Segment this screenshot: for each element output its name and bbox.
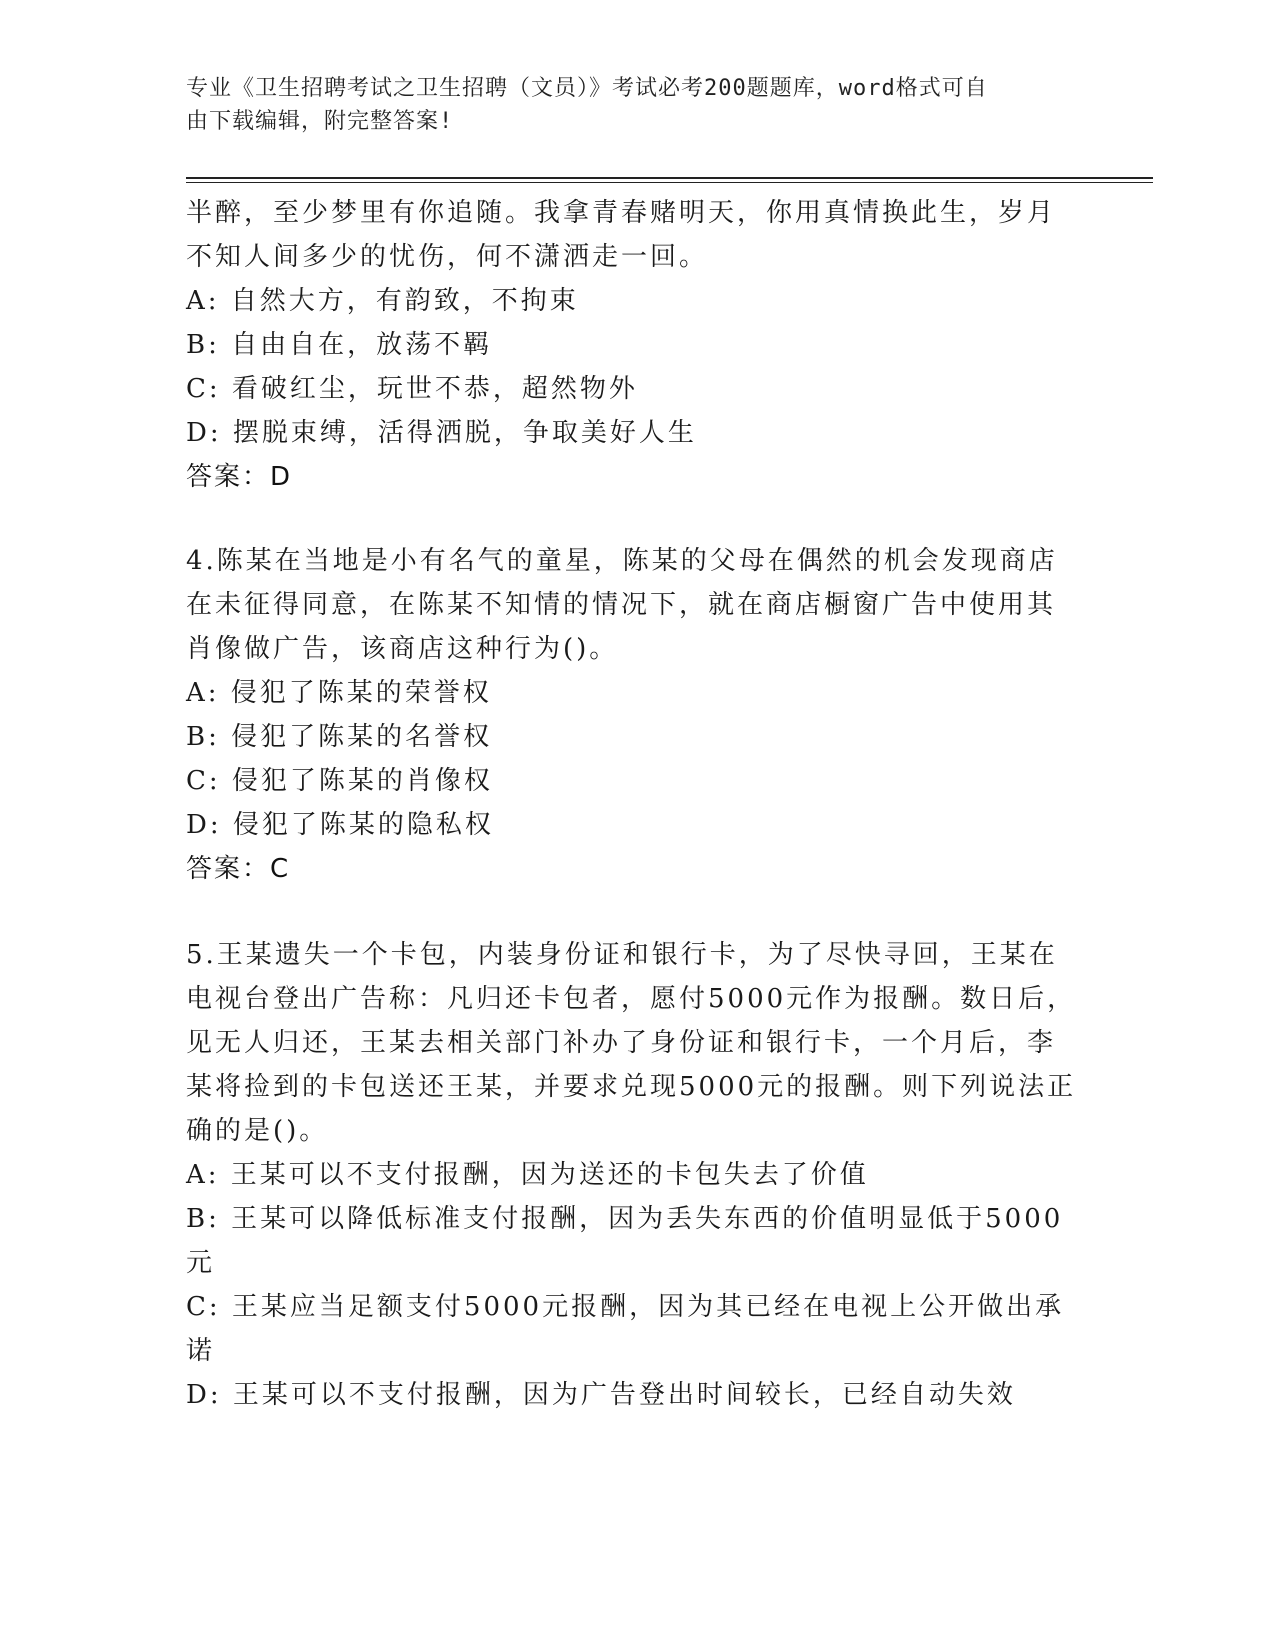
q5-stem-line-3: 见无人归还，王某去相关部门补办了身份证和银行卡，一个月后，李 (186, 1028, 1057, 1058)
q5-option-c-line-2: 诺 (186, 1336, 216, 1366)
q3-stem-line-2: 不知人间多少的忧伤，何不潇洒走一回。 (186, 242, 709, 272)
q3-option-d: D: 摆脱束缚，活得洒脱，争取美好人生 (186, 418, 697, 448)
q5-stem-line-5: 确的是()。 (186, 1116, 329, 1146)
q3-answer: 答案：D (186, 462, 293, 492)
q4-option-d: D: 侵犯了陈某的隐私权 (186, 810, 494, 840)
q4-stem-line-2: 在未征得同意，在陈某不知情的情况下，就在商店橱窗广告中使用其 (186, 590, 1057, 620)
q5-stem-line-4: 某将捡到的卡包送还王某，并要求兑现5000元的报酬。则下列说法正 (186, 1072, 1077, 1102)
q3-option-b: B: 自由自在，放荡不羁 (186, 330, 493, 360)
q4-answer: 答案：C (186, 854, 291, 884)
header-divider-thin (186, 182, 1153, 183)
q3-option-c: C: 看破红尘，玩世不恭，超然物外 (186, 374, 638, 404)
q4-stem-line-1: 4.陈某在当地是小有名气的童星，陈某的父母在偶然的机会发现商店 (186, 546, 1058, 576)
q5-stem-line-2: 电视台登出广告称：凡归还卡包者，愿付5000元作为报酬。数日后， (186, 984, 1077, 1014)
header-line-2: 由下载编辑，附完整答案! (186, 109, 454, 134)
q4-stem-line-3: 肖像做广告，该商店这种行为()。 (186, 634, 619, 664)
header-line-1: 专业《卫生招聘考试之卫生招聘（文员）》考试必考200题题库，word格式可自 (186, 76, 988, 101)
q4-option-c: C: 侵犯了陈某的肖像权 (186, 766, 493, 796)
q5-option-c-line-1: C: 王某应当足额支付5000元报酬，因为其已经在电视上公开做出承 (186, 1292, 1065, 1322)
q5-stem-line-1: 5.王某遗失一个卡包，内装身份证和银行卡，为了尽快寻回，王某在 (186, 940, 1058, 970)
q4-option-b: B: 侵犯了陈某的名誉权 (186, 722, 493, 752)
q5-option-b-line-1: B: 王某可以降低标准支付报酬，因为丢失东西的价值明显低于5000 (186, 1204, 1064, 1234)
q5-option-b-line-2: 元 (186, 1248, 216, 1278)
q4-option-a: A: 侵犯了陈某的荣誉权 (186, 678, 492, 708)
q5-option-a: A: 王某可以不支付报酬，因为送还的卡包失去了价值 (186, 1160, 869, 1190)
q3-stem-line-1: 半醉，至少梦里有你追随。我拿青春赌明天，你用真情换此生，岁月 (186, 198, 1057, 228)
header-divider-thick (186, 177, 1153, 179)
q3-option-a: A: 自然大方，有韵致，不拘束 (186, 286, 579, 316)
q5-option-d: D: 王某可以不支付报酬，因为广告登出时间较长，已经自动失效 (186, 1380, 1016, 1410)
document-header (186, 72, 1066, 138)
